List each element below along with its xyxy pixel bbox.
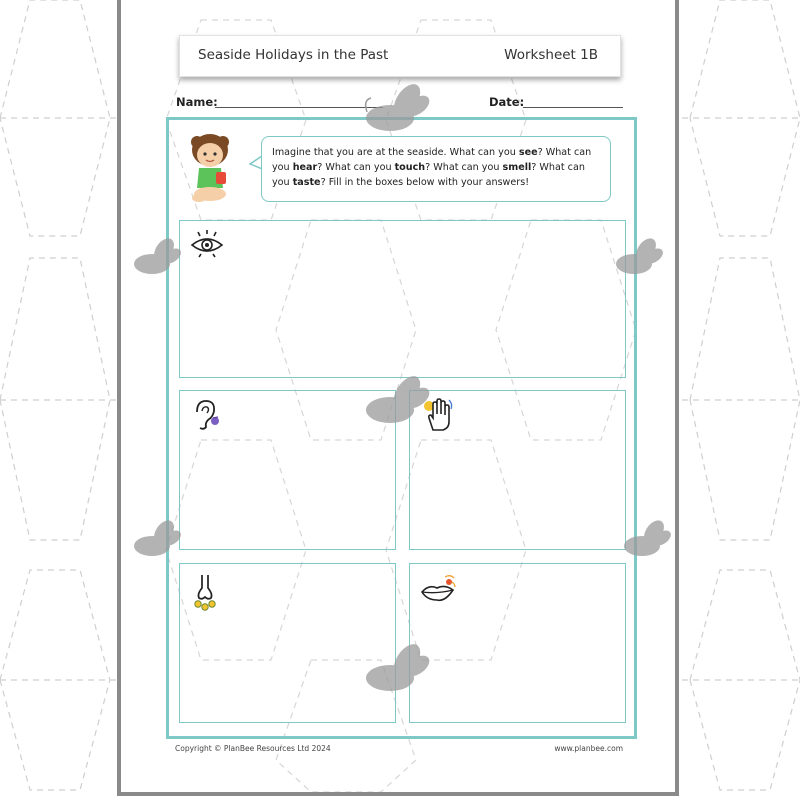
worksheet-number: Worksheet 1B xyxy=(504,47,598,63)
bee-watermark-icon xyxy=(606,236,666,280)
name-label: Name: xyxy=(176,95,218,109)
bee-watermark-icon xyxy=(355,640,435,700)
bee-watermark-icon xyxy=(355,80,435,140)
prompt-text-4: ? What can you xyxy=(425,162,503,173)
title-bar xyxy=(179,35,621,77)
mouth-icon xyxy=(419,574,459,604)
prompt-text-3: ? What can you xyxy=(317,162,395,173)
see-answer-box[interactable] xyxy=(179,220,626,378)
prompt-smell: smell xyxy=(502,162,532,173)
footer-copyright: Copyright © PlanBee Resources Ltd 2024 xyxy=(175,744,331,753)
worksheet-title: Seaside Holidays in the Past xyxy=(198,47,389,63)
prompt-hear: hear xyxy=(292,162,318,173)
prompt-touch: touch xyxy=(394,162,426,173)
bee-watermark-icon xyxy=(614,518,674,562)
prompt-text-5: ? What can you xyxy=(272,162,585,188)
prompt-text-6: ? Fill in the boxes below with your answers! xyxy=(320,177,530,188)
speech-bubble xyxy=(261,136,611,202)
child-illustration-icon xyxy=(185,128,235,208)
date-field[interactable] xyxy=(523,107,623,108)
prompt-text-1: Imagine that you are at the seaside. What can you xyxy=(272,147,519,158)
footer-website: www.planbee.com xyxy=(554,744,623,753)
bee-watermark-icon xyxy=(355,372,435,432)
nose-icon xyxy=(189,572,221,612)
bee-watermark-icon xyxy=(124,518,184,562)
prompt-taste: taste xyxy=(292,177,321,188)
eye-icon xyxy=(189,228,225,260)
date-label: Date: xyxy=(489,95,525,109)
ear-icon xyxy=(189,398,223,432)
prompt-see: see xyxy=(518,147,538,158)
bee-watermark-icon xyxy=(124,236,184,280)
prompt-text-2: ? What can you xyxy=(272,147,592,173)
